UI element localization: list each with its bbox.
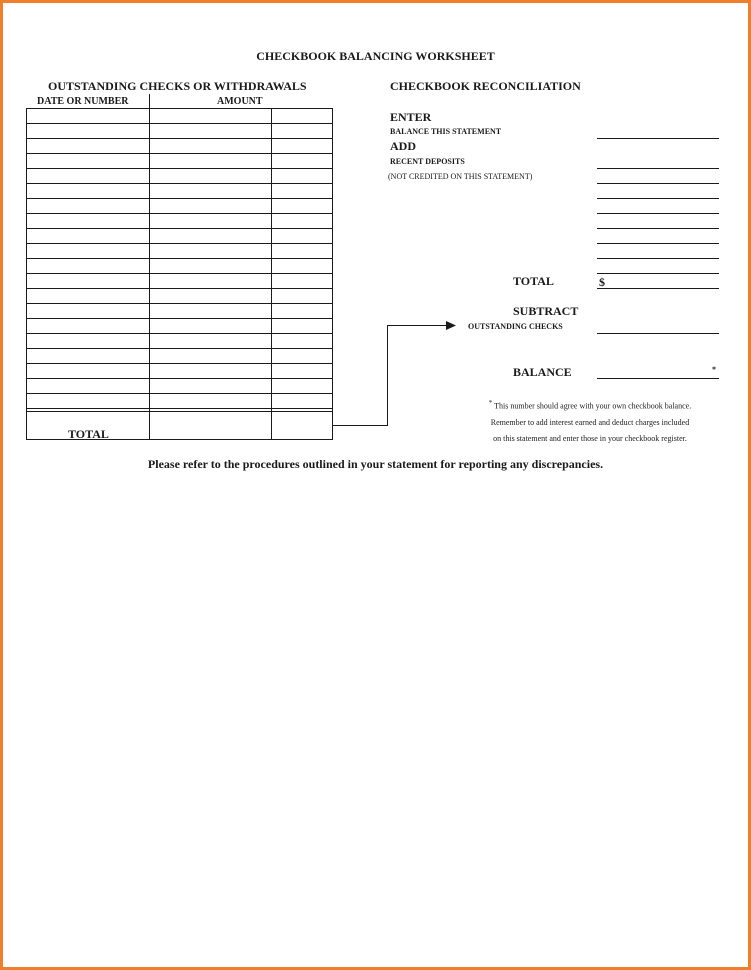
footer-instruction: Please refer to the procedures outlined in your statement for reporting any discrepancies. <box>147 457 604 471</box>
reconciliation-total-label: TOTAL <box>513 274 554 288</box>
not-credited-label: (NOT CREDITED ON THIS STATEMENT) <box>388 172 533 181</box>
reconciliation-heading: CHECKBOOK RECONCILIATION <box>390 79 581 93</box>
note-marker: * <box>488 399 493 407</box>
balance-label: BALANCE <box>513 365 572 379</box>
balance-statement-label: BALANCE THIS STATEMENT <box>390 127 502 136</box>
balance-note <box>445 395 735 447</box>
outstanding-total-label: TOTAL <box>68 427 109 441</box>
table-row-lines <box>26 124 333 412</box>
connector-arrow-line <box>333 326 448 426</box>
col-date-header: DATE OR NUMBER <box>37 96 129 107</box>
subtract-label: SUBTRACT <box>513 304 579 318</box>
note-line-1-text: This number should agree with your own checkbook balance. <box>494 401 692 411</box>
worksheet-title: CHECKBOOK BALANCING WORKSHEET <box>256 49 495 63</box>
note-line-3: on this statement and enter those in your checkbook register. <box>493 433 687 443</box>
balance-asterisk: * <box>712 365 716 374</box>
arrow-head-icon <box>446 321 456 330</box>
recent-deposits-label: RECENT DEPOSITS <box>390 157 465 166</box>
outstanding-heading: OUTSTANDING CHECKS OR WITHDRAWALS <box>48 79 307 93</box>
add-label: ADD <box>390 139 416 153</box>
outstanding-checks-label: OUTSTANDING CHECKS <box>468 322 563 331</box>
col-amount-header: AMOUNT <box>217 96 263 107</box>
note-line-1 <box>445 395 735 415</box>
note-line-2: Remember to add interest earned and deduct charges included <box>490 417 690 427</box>
dollar-sign: $ <box>599 275 605 289</box>
reconciliation-lines <box>597 139 719 379</box>
enter-label: ENTER <box>390 110 432 124</box>
